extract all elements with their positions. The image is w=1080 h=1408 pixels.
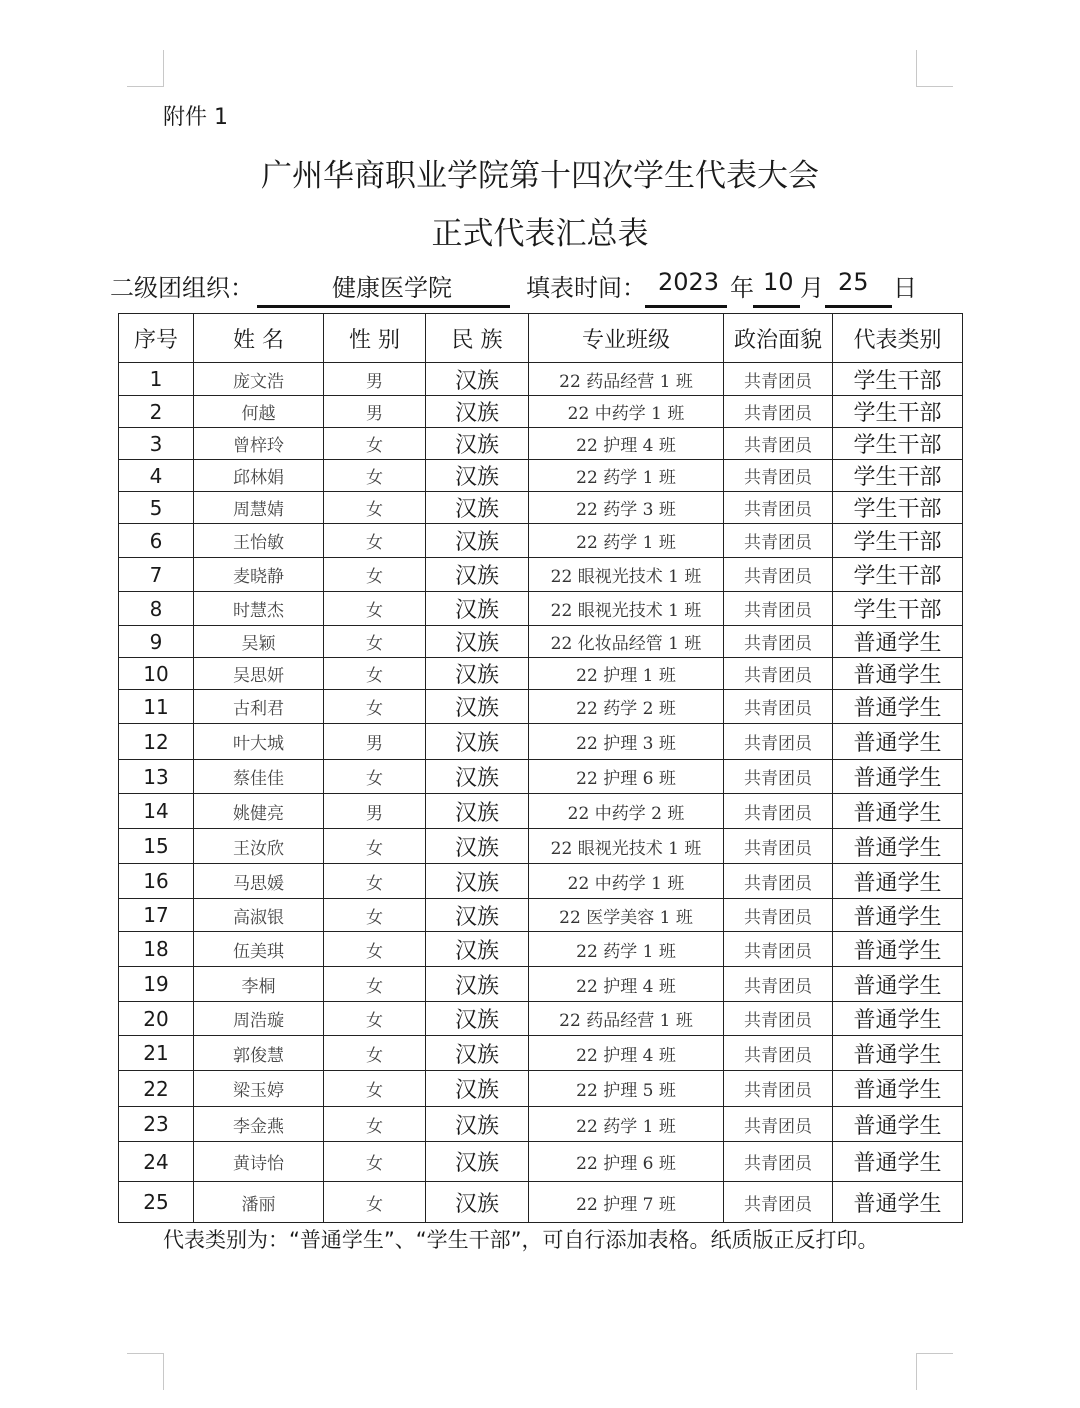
cell-major-class: 22 药学 1 班 — [529, 460, 724, 492]
cell-major-class: 22 药学 1 班 — [529, 932, 724, 967]
document-subtitle: 正式代表汇总表 — [431, 216, 649, 252]
cell-ethnicity: 汉族 — [426, 1036, 529, 1071]
cell-name: 麦晓静 — [194, 558, 324, 592]
cell-political-status: 共青团员 — [724, 1036, 833, 1071]
cell-index: 14 — [119, 794, 194, 829]
header-category: 代表类别 — [833, 314, 963, 363]
cell-name: 郭俊慧 — [194, 1036, 324, 1071]
cell-index: 18 — [119, 932, 194, 967]
table-row — [119, 864, 963, 899]
cell-gender: 女 — [324, 558, 426, 592]
form-meta-line — [110, 268, 970, 308]
table-row — [119, 658, 963, 690]
cell-gender: 女 — [324, 460, 426, 492]
cell-major-class: 22 眼视光技术 1 班 — [529, 829, 724, 864]
header-major-class: 专业班级 — [529, 314, 724, 363]
cell-ethnicity: 汉族 — [426, 899, 529, 932]
cell-major-class: 22 药学 3 班 — [529, 492, 724, 524]
cell-name: 古利君 — [194, 690, 324, 724]
cell-major-class: 22 护理 4 班 — [529, 1036, 724, 1071]
cell-gender: 女 — [324, 1002, 426, 1036]
year-unit: 年 — [730, 274, 754, 302]
header-ethnicity: 民 族 — [426, 314, 529, 363]
cell-gender: 女 — [324, 492, 426, 524]
day-value: 25 — [838, 268, 869, 296]
table-row — [119, 1142, 963, 1182]
cell-major-class: 22 护理 4 班 — [529, 428, 724, 460]
cell-political-status: 共青团员 — [724, 829, 833, 864]
cell-gender: 男 — [324, 794, 426, 829]
cell-political-status: 共青团员 — [724, 363, 833, 396]
cell-gender: 女 — [324, 1142, 426, 1182]
cell-index: 5 — [119, 492, 194, 524]
cell-ethnicity: 汉族 — [426, 690, 529, 724]
cell-major-class: 22 护理 4 班 — [529, 967, 724, 1002]
page-corner-mark-bottom-left — [127, 1353, 164, 1390]
cell-category: 普通学生 — [833, 690, 963, 724]
cell-category: 普通学生 — [833, 899, 963, 932]
cell-gender: 男 — [324, 396, 426, 428]
cell-index: 4 — [119, 460, 194, 492]
cell-index: 21 — [119, 1036, 194, 1071]
cell-major-class: 22 眼视光技术 1 班 — [529, 592, 724, 626]
year-underline — [645, 305, 727, 308]
footnote: 代表类别为：“普通学生”、“学生干部”，可自行添加表格。纸质版正反打印。 — [163, 1228, 879, 1252]
month-value: 10 — [763, 268, 794, 296]
table-row — [119, 460, 963, 492]
cell-index: 8 — [119, 592, 194, 626]
document-title: 广州华商职业学院第十四次学生代表大会 — [261, 158, 819, 194]
cell-political-status: 共青团员 — [724, 899, 833, 932]
cell-category: 普通学生 — [833, 1182, 963, 1223]
cell-gender: 女 — [324, 1182, 426, 1223]
cell-index: 10 — [119, 658, 194, 690]
table-row — [119, 760, 963, 794]
cell-name: 吴思妍 — [194, 658, 324, 690]
cell-major-class: 22 眼视光技术 1 班 — [529, 558, 724, 592]
day-underline — [825, 305, 892, 308]
table-row — [119, 492, 963, 524]
cell-name: 何越 — [194, 396, 324, 428]
cell-political-status: 共青团员 — [724, 1142, 833, 1182]
cell-category: 普通学生 — [833, 829, 963, 864]
cell-political-status: 共青团员 — [724, 932, 833, 967]
cell-ethnicity: 汉族 — [426, 396, 529, 428]
cell-category: 学生干部 — [833, 592, 963, 626]
table-row — [119, 592, 963, 626]
cell-political-status: 共青团员 — [724, 658, 833, 690]
cell-category: 普通学生 — [833, 932, 963, 967]
cell-ethnicity: 汉族 — [426, 967, 529, 1002]
table-row — [119, 396, 963, 428]
cell-political-status: 共青团员 — [724, 460, 833, 492]
cell-gender: 女 — [324, 760, 426, 794]
cell-ethnicity: 汉族 — [426, 760, 529, 794]
org-value: 健康医学院 — [332, 274, 452, 302]
cell-index: 9 — [119, 626, 194, 658]
table-row — [119, 626, 963, 658]
cell-political-status: 共青团员 — [724, 760, 833, 794]
cell-political-status: 共青团员 — [724, 396, 833, 428]
cell-major-class: 22 药品经营 1 班 — [529, 363, 724, 396]
cell-gender: 女 — [324, 829, 426, 864]
cell-major-class: 22 化妆品经管 1 班 — [529, 626, 724, 658]
cell-political-status: 共青团员 — [724, 1071, 833, 1107]
org-underline — [257, 305, 510, 308]
cell-ethnicity: 汉族 — [426, 1182, 529, 1223]
cell-category: 普通学生 — [833, 1107, 963, 1142]
cell-index: 7 — [119, 558, 194, 592]
cell-index: 11 — [119, 690, 194, 724]
cell-category: 普通学生 — [833, 864, 963, 899]
cell-name: 马思媛 — [194, 864, 324, 899]
table-header-row — [119, 314, 963, 363]
cell-index: 15 — [119, 829, 194, 864]
cell-name: 梁玉婷 — [194, 1071, 324, 1107]
cell-category: 普通学生 — [833, 1036, 963, 1071]
attachment-label: 附件 1 — [163, 105, 228, 130]
cell-political-status: 共青团员 — [724, 558, 833, 592]
cell-gender: 女 — [324, 1071, 426, 1107]
cell-major-class: 22 药学 2 班 — [529, 690, 724, 724]
month-underline — [753, 305, 800, 308]
cell-gender: 女 — [324, 1107, 426, 1142]
cell-political-status: 共青团员 — [724, 1182, 833, 1223]
cell-category: 普通学生 — [833, 626, 963, 658]
cell-gender: 女 — [324, 658, 426, 690]
cell-category: 普通学生 — [833, 967, 963, 1002]
cell-ethnicity: 汉族 — [426, 829, 529, 864]
representatives-table — [118, 313, 963, 1223]
cell-index: 23 — [119, 1107, 194, 1142]
header-political-status: 政治面貌 — [724, 314, 833, 363]
cell-name: 曾梓玲 — [194, 428, 324, 460]
cell-political-status: 共青团员 — [724, 967, 833, 1002]
cell-ethnicity: 汉族 — [426, 626, 529, 658]
cell-index: 1 — [119, 363, 194, 396]
cell-gender: 女 — [324, 1036, 426, 1071]
cell-ethnicity: 汉族 — [426, 492, 529, 524]
cell-political-status: 共青团员 — [724, 864, 833, 899]
cell-political-status: 共青团员 — [724, 492, 833, 524]
day-unit: 日 — [893, 274, 917, 302]
cell-political-status: 共青团员 — [724, 524, 833, 558]
table-row — [119, 1071, 963, 1107]
header-index: 序号 — [119, 314, 194, 363]
cell-category: 学生干部 — [833, 396, 963, 428]
cell-index: 19 — [119, 967, 194, 1002]
cell-index: 16 — [119, 864, 194, 899]
cell-political-status: 共青团员 — [724, 626, 833, 658]
month-unit: 月 — [800, 274, 824, 302]
cell-gender: 女 — [324, 592, 426, 626]
cell-category: 普通学生 — [833, 1142, 963, 1182]
cell-category: 普通学生 — [833, 724, 963, 760]
cell-ethnicity: 汉族 — [426, 428, 529, 460]
cell-gender: 男 — [324, 363, 426, 396]
cell-name: 周慧婧 — [194, 492, 324, 524]
cell-major-class: 22 护理 3 班 — [529, 724, 724, 760]
cell-major-class: 22 护理 7 班 — [529, 1182, 724, 1223]
table-row — [119, 794, 963, 829]
cell-gender: 女 — [324, 690, 426, 724]
page-corner-mark-bottom-right — [916, 1353, 953, 1390]
cell-major-class: 22 医学美容 1 班 — [529, 899, 724, 932]
cell-category: 学生干部 — [833, 492, 963, 524]
table-row — [119, 967, 963, 1002]
cell-index: 22 — [119, 1071, 194, 1107]
cell-category: 学生干部 — [833, 524, 963, 558]
cell-index: 2 — [119, 396, 194, 428]
cell-name: 李桐 — [194, 967, 324, 1002]
cell-category: 普通学生 — [833, 1071, 963, 1107]
cell-gender: 女 — [324, 626, 426, 658]
cell-name: 王怡敏 — [194, 524, 324, 558]
cell-category: 普通学生 — [833, 1002, 963, 1036]
cell-gender: 女 — [324, 967, 426, 1002]
cell-gender: 男 — [324, 724, 426, 760]
cell-index: 17 — [119, 899, 194, 932]
cell-major-class: 22 护理 5 班 — [529, 1071, 724, 1107]
table-row — [119, 829, 963, 864]
cell-major-class: 22 药学 1 班 — [529, 524, 724, 558]
table-row — [119, 690, 963, 724]
cell-category: 学生干部 — [833, 460, 963, 492]
table-row — [119, 428, 963, 460]
cell-political-status: 共青团员 — [724, 592, 833, 626]
cell-name: 高淑银 — [194, 899, 324, 932]
cell-political-status: 共青团员 — [724, 428, 833, 460]
table-row — [119, 363, 963, 396]
cell-name: 伍美琪 — [194, 932, 324, 967]
cell-political-status: 共青团员 — [724, 690, 833, 724]
cell-major-class: 22 护理 6 班 — [529, 1142, 724, 1182]
cell-gender: 女 — [324, 932, 426, 967]
cell-index: 3 — [119, 428, 194, 460]
cell-ethnicity: 汉族 — [426, 524, 529, 558]
cell-ethnicity: 汉族 — [426, 1142, 529, 1182]
cell-name: 蔡佳佳 — [194, 760, 324, 794]
cell-major-class: 22 中药学 1 班 — [529, 864, 724, 899]
cell-name: 潘丽 — [194, 1182, 324, 1223]
cell-ethnicity: 汉族 — [426, 1107, 529, 1142]
cell-index: 24 — [119, 1142, 194, 1182]
cell-index: 6 — [119, 524, 194, 558]
cell-index: 20 — [119, 1002, 194, 1036]
table-row — [119, 1107, 963, 1142]
header-name: 姓 名 — [194, 314, 324, 363]
cell-ethnicity: 汉族 — [426, 1002, 529, 1036]
cell-major-class: 22 护理 6 班 — [529, 760, 724, 794]
cell-ethnicity: 汉族 — [426, 1071, 529, 1107]
cell-major-class: 22 护理 1 班 — [529, 658, 724, 690]
cell-name: 姚健亮 — [194, 794, 324, 829]
table-row — [119, 1036, 963, 1071]
table-row — [119, 1182, 963, 1223]
cell-ethnicity: 汉族 — [426, 460, 529, 492]
cell-name: 时慧杰 — [194, 592, 324, 626]
table-row — [119, 558, 963, 592]
cell-political-status: 共青团员 — [724, 1002, 833, 1036]
cell-name: 周浩璇 — [194, 1002, 324, 1036]
table-row — [119, 724, 963, 760]
cell-category: 普通学生 — [833, 658, 963, 690]
cell-major-class: 22 中药学 1 班 — [529, 396, 724, 428]
cell-category: 学生干部 — [833, 558, 963, 592]
cell-gender: 女 — [324, 864, 426, 899]
cell-index: 13 — [119, 760, 194, 794]
cell-political-status: 共青团员 — [724, 794, 833, 829]
cell-name: 王汝欣 — [194, 829, 324, 864]
table-row — [119, 1002, 963, 1036]
cell-political-status: 共青团员 — [724, 724, 833, 760]
cell-ethnicity: 汉族 — [426, 864, 529, 899]
cell-name: 叶大城 — [194, 724, 324, 760]
header-gender: 性 别 — [324, 314, 426, 363]
cell-name: 吴颖 — [194, 626, 324, 658]
cell-name: 庞文浩 — [194, 363, 324, 396]
table-row — [119, 524, 963, 558]
cell-category: 普通学生 — [833, 760, 963, 794]
cell-category: 普通学生 — [833, 794, 963, 829]
page-corner-mark-top-right — [916, 50, 953, 87]
cell-index: 12 — [119, 724, 194, 760]
cell-political-status: 共青团员 — [724, 1107, 833, 1142]
cell-ethnicity: 汉族 — [426, 794, 529, 829]
page-corner-mark-top-left — [127, 50, 164, 87]
cell-ethnicity: 汉族 — [426, 363, 529, 396]
cell-gender: 女 — [324, 524, 426, 558]
cell-index: 25 — [119, 1182, 194, 1223]
year-value: 2023 — [658, 268, 720, 296]
cell-major-class: 22 中药学 2 班 — [529, 794, 724, 829]
cell-ethnicity: 汉族 — [426, 724, 529, 760]
cell-ethnicity: 汉族 — [426, 932, 529, 967]
cell-name: 黄诗怡 — [194, 1142, 324, 1182]
cell-ethnicity: 汉族 — [426, 558, 529, 592]
org-label: 二级团组织： — [110, 274, 254, 302]
cell-category: 学生干部 — [833, 363, 963, 396]
cell-name: 邱林娟 — [194, 460, 324, 492]
cell-major-class: 22 药学 1 班 — [529, 1107, 724, 1142]
cell-ethnicity: 汉族 — [426, 658, 529, 690]
table-row — [119, 899, 963, 932]
cell-category: 学生干部 — [833, 428, 963, 460]
cell-ethnicity: 汉族 — [426, 592, 529, 626]
cell-gender: 女 — [324, 428, 426, 460]
cell-major-class: 22 药品经营 1 班 — [529, 1002, 724, 1036]
table-row — [119, 932, 963, 967]
cell-gender: 女 — [324, 899, 426, 932]
date-label: 填表时间： — [526, 274, 646, 302]
cell-name: 李金燕 — [194, 1107, 324, 1142]
